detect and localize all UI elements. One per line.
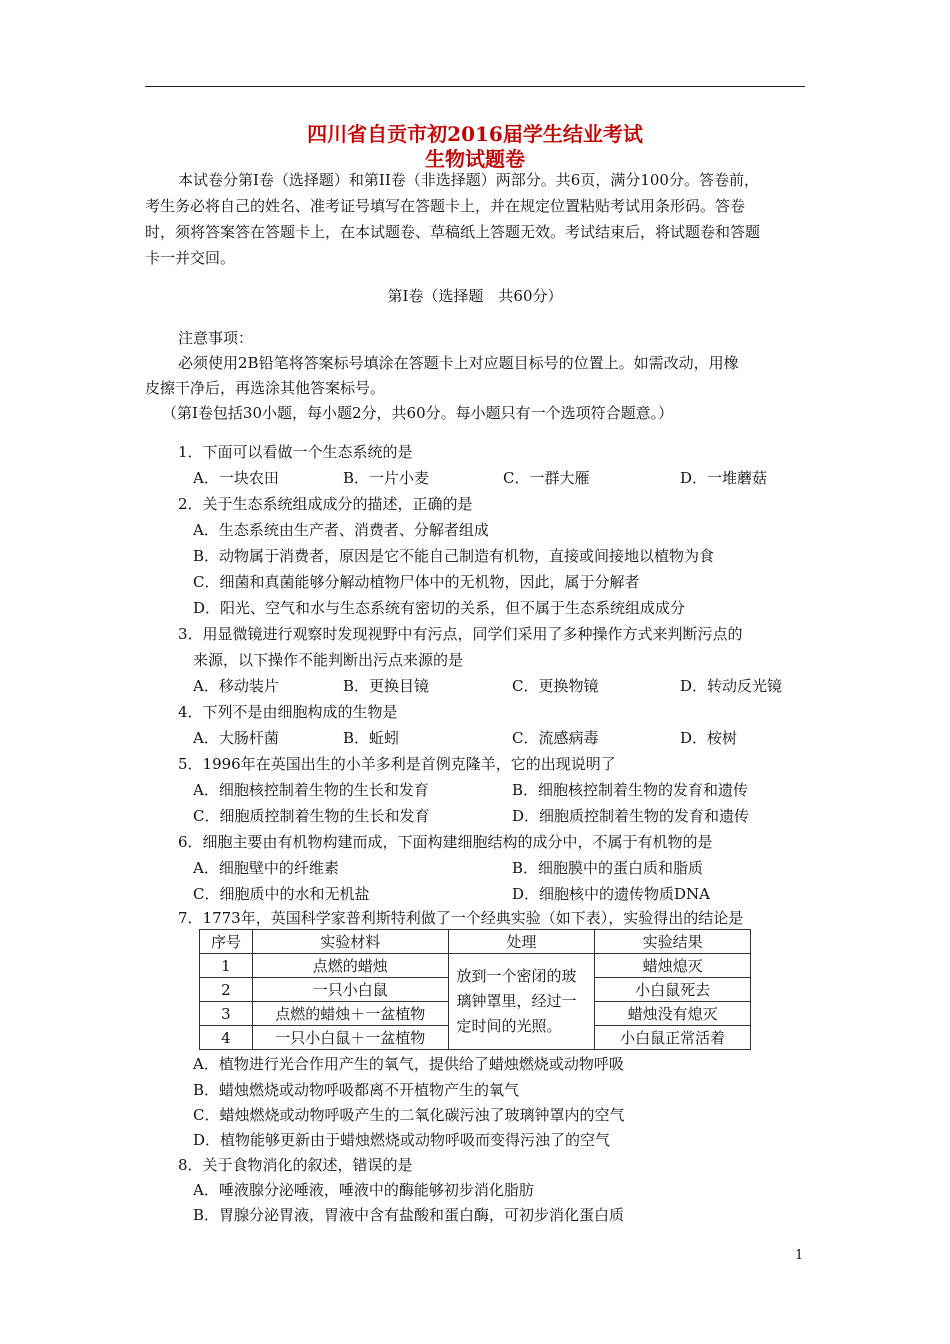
q4-option-c: C．流感病毒	[512, 729, 599, 747]
table-header-row	[200, 930, 751, 954]
q4-stem: 4．下列不是由细胞构成的生物是	[178, 703, 398, 721]
row-number: 1	[200, 954, 253, 978]
notes-line-2: 皮擦干净后，再选涂其他答案标号。	[145, 379, 386, 397]
q3-stem-1: 3．用显微镜进行观察时发现视野中有污点，同学们采用了多种操作方式来判断污点的	[178, 625, 743, 643]
row-result: 小白鼠正常活着	[595, 1026, 751, 1050]
q5-option-b: B．细胞核控制着生物的发育和遗传	[512, 781, 749, 799]
q8-option-b: B．胃腺分泌胃液，胃液中含有盐酸和蛋白酶，可初步消化蛋白质	[193, 1206, 625, 1224]
q8-stem: 8．关于食物消化的叙述，错误的是	[178, 1156, 413, 1174]
row-number: 4	[200, 1026, 253, 1050]
q1-stem: 1．下面可以看做一个生态系统的是	[178, 443, 413, 461]
row-material: 点燃的蜡烛	[252, 954, 448, 978]
q5-option-a: A．细胞核控制着生物的生长和发育	[193, 781, 429, 799]
row-number: 3	[200, 1002, 253, 1026]
q6-stem: 6．细胞主要由有机物构建而成，下面构建细胞结构的成分中，不属于有机物的是	[178, 833, 713, 851]
q5-option-d: D．细胞质控制着生物的发育和遗传	[512, 807, 750, 825]
notes-title: 注意事项：	[178, 329, 254, 347]
row-material: 一只小白鼠＋一盆植物	[252, 1026, 448, 1050]
intro-line-4: 卡一并交回。	[145, 249, 236, 267]
q2-option-a: A．生态系统由生产者、消费者、分解者组成	[193, 521, 489, 539]
section-heading: 第Ⅰ卷（选择题 共60分）	[387, 287, 563, 305]
q1-option-c: C．一群大雁	[503, 469, 590, 487]
q7-option-a: A．植物进行光合作用产生的氧气，提供给了蜡烛燃烧或动物呼吸	[193, 1055, 624, 1073]
table-header-cell: 处理	[448, 930, 595, 954]
q6-option-a: A．细胞壁中的纤维素	[193, 859, 339, 877]
q3-option-b: B．更换目镜	[343, 677, 430, 695]
row-material: 点燃的蜡烛＋一盆植物	[252, 1002, 448, 1026]
q6-option-d: D．细胞核中的遗传物质DNA	[512, 885, 711, 903]
q1-option-b: B．一片小麦	[343, 469, 430, 487]
row-material: 一只小白鼠	[252, 978, 448, 1002]
q2-option-b: B．动物属于消费者，原因是它不能自己制造有机物，直接或间接地以植物为食	[193, 547, 715, 565]
top-rule	[145, 86, 805, 87]
row-result: 蜡烛熄灭	[595, 954, 751, 978]
q4-option-d: D．桉树	[680, 729, 738, 747]
exam-title: 四川省自贡市初2016届学生结业考试	[307, 122, 643, 146]
q5-option-c: C．细胞质控制着生物的生长和发育	[193, 807, 430, 825]
table-header-cell: 序号	[200, 930, 253, 954]
rule-note: （第Ⅰ卷包括30小题，每小题2分，共60分。每小题只有一个选项符合题意。）	[162, 404, 674, 422]
q3-option-a: A．移动装片	[193, 677, 279, 695]
intro-line-1: 本试卷分第Ⅰ卷（选择题）和第II卷（非选择题）两部分。共6页，满分100分。答卷前，	[178, 171, 759, 189]
q8-option-a: A．唾液腺分泌唾液，唾液中的酶能够初步消化脂肪	[193, 1181, 534, 1199]
q4-option-a: A．大肠杆菌	[193, 729, 279, 747]
row-result: 小白鼠死去	[595, 978, 751, 1002]
row-number: 2	[200, 978, 253, 1002]
q2-stem: 2．关于生态系统组成成分的描述，正确的是	[178, 495, 473, 513]
intro-line-3: 时，须将答案答在答题卡上，在本试题卷、草稿纸上答题无效。考试结束后，将试题卷和答题	[145, 223, 761, 241]
q7-stem: 7．1773年，英国科学家普利斯特利做了一个经典实验（如下表），实验得出的结论是	[178, 909, 744, 927]
q7-option-b: B．蜡烛燃烧或动物呼吸都离不开植物产生的氧气	[193, 1081, 520, 1099]
table-header-cell: 实验结果	[595, 930, 751, 954]
experiment-table	[199, 929, 751, 1050]
process-cell: 放到一个密闭的玻璃钟罩里，经过一定时间的光照。	[448, 954, 595, 1050]
q1-option-a: A．一块农田	[193, 469, 279, 487]
q3-option-d: D．转动反光镜	[680, 677, 783, 695]
q4-option-b: B．蚯蚓	[343, 729, 400, 747]
notes-line-1: 必须使用2B铅笔将答案标号填涂在答题卡上对应题目标号的位置上。如需改动，用橡	[178, 354, 739, 372]
q6-option-b: B．细胞膜中的蛋白质和脂质	[512, 859, 704, 877]
q7-option-c: C．蜡烛燃烧或动物呼吸产生的二氧化碳污浊了玻璃钟罩内的空气	[193, 1106, 625, 1124]
q3-stem-2: 来源，以下操作不能判断出污点来源的是	[193, 651, 464, 669]
row-result: 蜡烛没有熄灭	[595, 1002, 751, 1026]
exam-subtitle: 生物试题卷	[425, 147, 525, 171]
intro-line-2: 考生务必将自己的姓名、准考证号填写在答题卡上，并在规定位置粘贴考试用条形码。答卷	[145, 197, 746, 215]
table-header-cell: 实验材料	[252, 930, 448, 954]
table-row	[200, 954, 751, 978]
q2-option-c: C．细菌和真菌能够分解动植物尸体中的无机物，因此，属于分解者	[193, 573, 640, 591]
q3-option-c: C．更换物镜	[512, 677, 599, 695]
page-number: 1	[795, 1248, 804, 1263]
q7-option-d: D．植物能够更新由于蜡烛燃烧或动物呼吸而变得污浊了的空气	[193, 1131, 611, 1149]
q5-stem: 5．1996年在英国出生的小羊多利是首例克隆羊，它的出现说明了	[178, 755, 616, 773]
q2-option-d: D．阳光、空气和水与生态系统有密切的关系，但不属于生态系统组成成分	[193, 599, 686, 617]
q6-option-c: C．细胞质中的水和无机盐	[193, 885, 370, 903]
q1-option-d: D．一堆蘑菇	[680, 469, 768, 487]
